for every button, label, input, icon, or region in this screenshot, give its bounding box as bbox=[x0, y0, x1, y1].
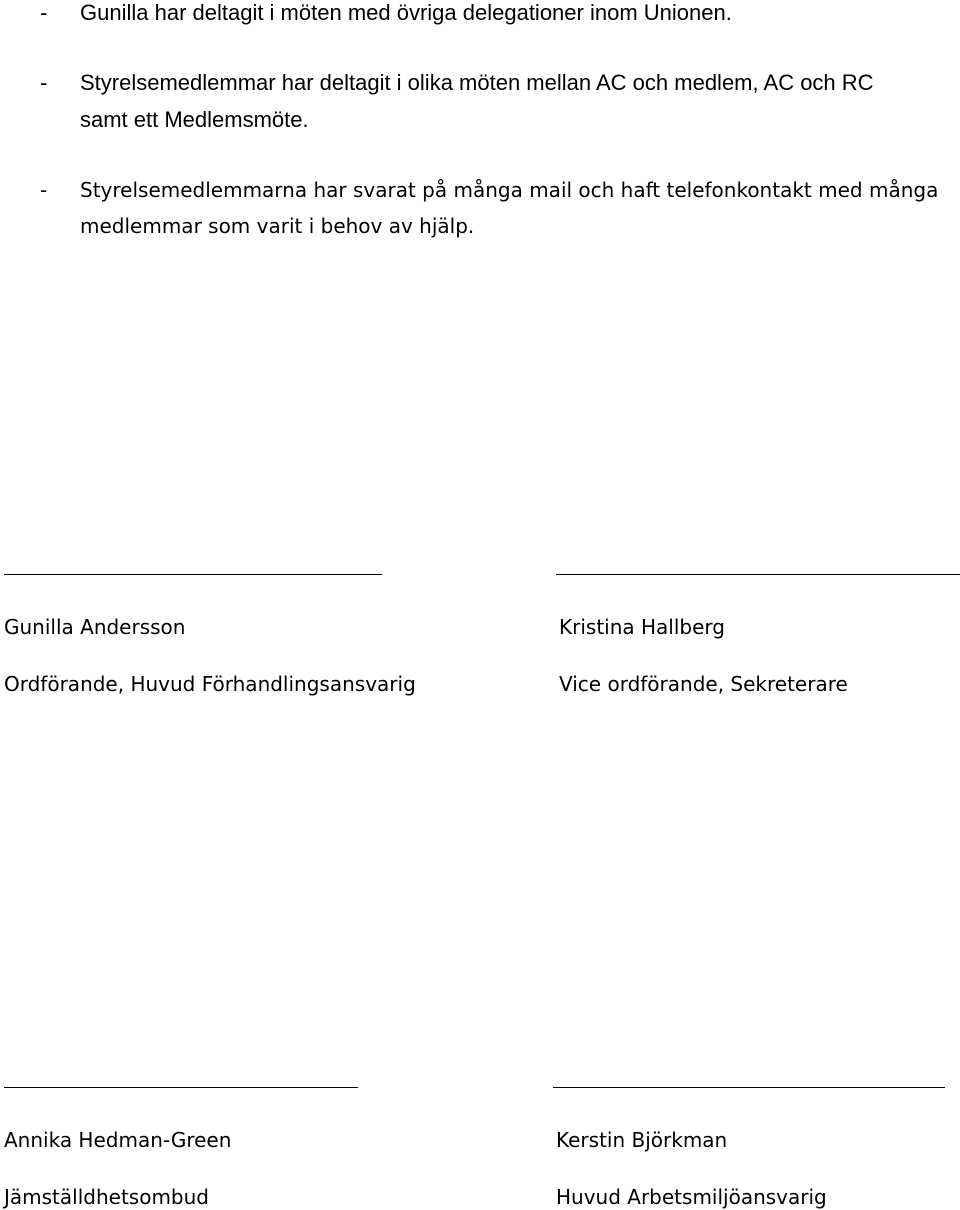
bullet-dash: - bbox=[40, 70, 48, 95]
signatory-title: Huvud Arbetsmiljöansvarig bbox=[556, 1185, 827, 1209]
signature-line bbox=[556, 574, 960, 575]
signatory-name: Kristina Hallberg bbox=[559, 615, 725, 639]
bullet-text: Gunilla har deltagit i möten med övriga delegationer inom Unionen. bbox=[80, 0, 732, 25]
bullet-text: Styrelsemedlemmar har deltagit i olika möten mellan AC och medlem, AC och RC samt ett Medlemsmöte. bbox=[80, 70, 874, 132]
signatory-title: Ordförande, Huvud Förhandlingsansvarig bbox=[4, 672, 416, 696]
signatory-name: Annika Hedman-Green bbox=[4, 1128, 232, 1152]
signatory-title: Jämställdhetsombud bbox=[4, 1185, 209, 1209]
signature-line bbox=[4, 1087, 358, 1088]
bullet-dash: - bbox=[40, 178, 48, 202]
bullet-text: Styrelsemedlemmarna har svarat på många mail och haft telefonkontakt med många medlemmar som varit i behov av hjälp. bbox=[80, 178, 939, 238]
signatory-name: Gunilla Andersson bbox=[4, 615, 186, 639]
signature-line bbox=[553, 1087, 945, 1088]
bullet-dash: - bbox=[40, 0, 48, 25]
signature-line bbox=[4, 574, 382, 575]
signatory-title: Vice ordförande, Sekreterare bbox=[559, 672, 848, 696]
signatory-name: Kerstin Björkman bbox=[556, 1128, 728, 1152]
